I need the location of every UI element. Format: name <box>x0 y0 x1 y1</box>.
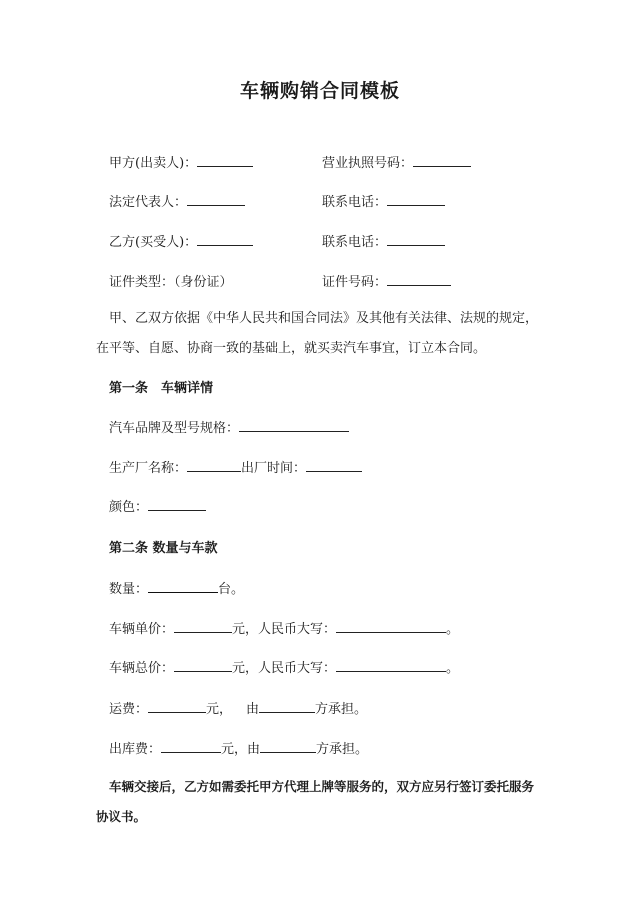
buyer-label: 乙方(买受人)： <box>109 235 198 250</box>
seller-blank[interactable] <box>197 154 253 167</box>
unit-price-label: 车辆单价： <box>109 622 175 637</box>
outbound-blank[interactable] <box>161 740 221 753</box>
legal-rep-field <box>109 191 245 210</box>
article1-heading: 第一条 车辆详情 <box>109 381 214 396</box>
id-type-field <box>109 271 233 290</box>
maker-field <box>109 457 362 476</box>
license-blank[interactable] <box>413 154 471 167</box>
legal-rep-blank[interactable] <box>187 193 245 206</box>
freight-field <box>109 698 367 717</box>
id-number-label: 证件号码： <box>322 275 388 290</box>
outbound-party-blank[interactable] <box>260 740 316 753</box>
delivery-note: 车辆交接后，乙方如需委托甲方代理上牌等服务的，双方应另行签订委托服务协议书。 <box>96 779 535 824</box>
unit-price-words-blank[interactable] <box>336 620 446 633</box>
unit-price-blank[interactable] <box>174 620 232 633</box>
outbound-field <box>109 738 368 757</box>
outbound-label: 出库费： <box>109 742 162 757</box>
maker-label: 生产厂名称： <box>109 461 188 476</box>
phone-field-2 <box>322 231 445 250</box>
color-blank[interactable] <box>148 498 206 511</box>
total-price-period: 。 <box>446 661 460 676</box>
page-title: 车辆购销合同模板 <box>239 80 400 102</box>
qty-blank[interactable] <box>148 580 218 593</box>
brand-field <box>109 417 349 436</box>
outbound-bear: 方承担。 <box>316 742 369 757</box>
seller-label: 甲方(出卖人)： <box>109 156 198 171</box>
brand-blank[interactable] <box>239 419 349 432</box>
freight-bear: 方承担。 <box>315 702 368 717</box>
legal-rep-label: 法定代表人： <box>109 195 188 210</box>
seller-field <box>109 152 253 171</box>
license-field <box>322 152 471 171</box>
id-number-field <box>322 271 451 290</box>
freight-label: 运费： <box>109 702 149 717</box>
phone-label-2: 联系电话： <box>322 235 388 250</box>
buyer-field <box>109 231 253 250</box>
freight-by: 由 <box>246 702 260 717</box>
qty-label: 数量： <box>109 582 149 597</box>
phone-field-1 <box>322 191 445 210</box>
unit-price-period: 。 <box>446 622 460 637</box>
maker-blank[interactable] <box>187 459 241 472</box>
total-price-field <box>109 657 459 676</box>
buyer-blank[interactable] <box>197 233 253 246</box>
freight-blank[interactable] <box>148 700 206 713</box>
freight-yuan: 元， <box>206 702 233 717</box>
total-price-yuan: 元，人民币大写： <box>232 661 337 676</box>
unit-price-yuan: 元，人民币大写： <box>232 622 337 637</box>
brand-label: 汽车品牌及型号规格： <box>109 421 240 436</box>
intro-paragraph: 甲、乙双方依据《中华人民共和国合同法》及其他有关法律、法规的规定，在平等、自愿、协商一致的基础上，就买卖汽车事宜，订立本合同。 <box>96 311 539 356</box>
factory-date-label: 出厂时间： <box>241 461 307 476</box>
total-price-words-blank[interactable] <box>336 659 446 672</box>
id-number-blank[interactable] <box>387 273 451 286</box>
qty-field <box>109 578 244 597</box>
total-price-label: 车辆总价： <box>109 661 175 676</box>
article2-heading: 第二条 数量与车款 <box>109 541 218 556</box>
outbound-yuan: 元， <box>221 742 248 757</box>
total-price-blank[interactable] <box>174 659 232 672</box>
unit-price-field <box>109 618 459 637</box>
color-field <box>109 496 206 515</box>
phone-blank-2[interactable] <box>387 233 445 246</box>
phone-label-1: 联系电话： <box>322 195 388 210</box>
freight-party-blank[interactable] <box>259 700 315 713</box>
qty-unit: 台。 <box>218 582 245 597</box>
phone-blank-1[interactable] <box>387 193 445 206</box>
license-label: 营业执照号码： <box>322 156 414 171</box>
factory-date-blank[interactable] <box>306 459 362 472</box>
id-type-label: 证件类型：（身份证） <box>109 275 233 290</box>
color-label: 颜色： <box>109 500 149 515</box>
outbound-by: 由 <box>247 742 261 757</box>
